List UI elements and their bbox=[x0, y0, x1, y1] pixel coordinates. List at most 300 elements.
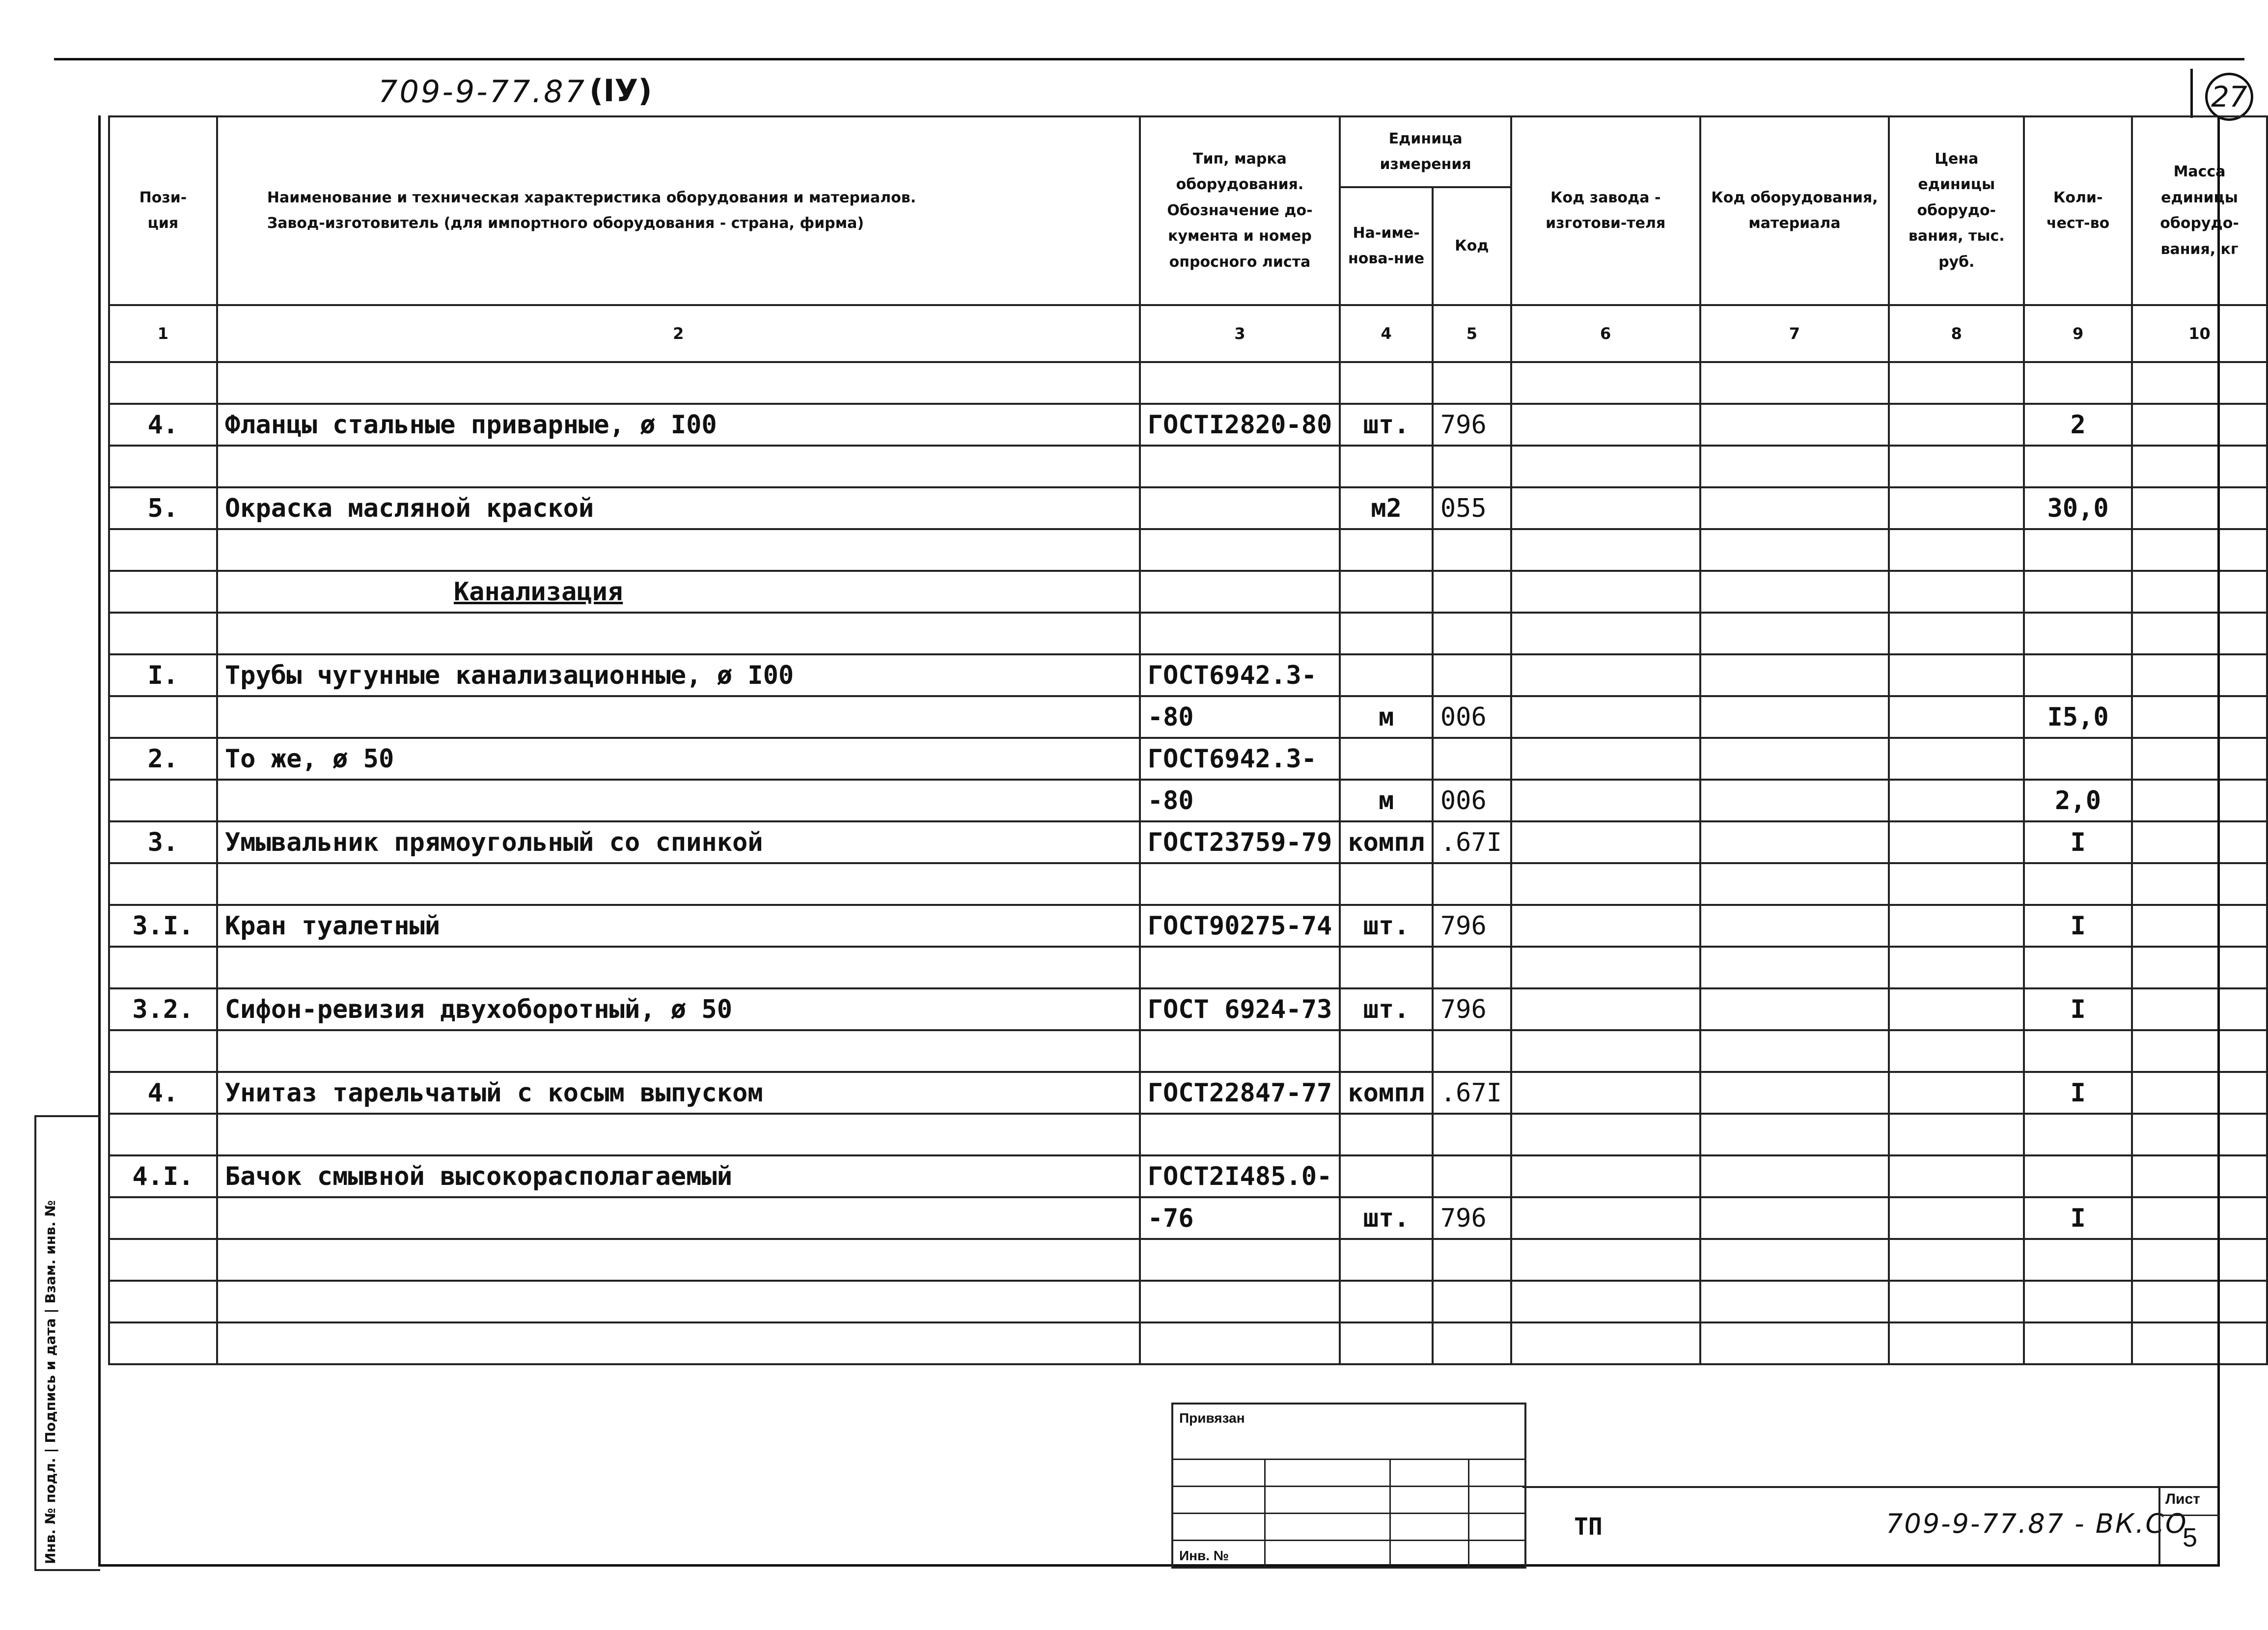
col-header-unit-code: Код bbox=[1433, 187, 1511, 305]
cell-price bbox=[1889, 1155, 2024, 1197]
cell-quantity: 2 bbox=[2024, 404, 2132, 446]
cell-unit-code: 796 bbox=[1433, 404, 1511, 446]
cell-name: Трубы чугунные канализационные, ø I00 bbox=[217, 654, 1140, 696]
table-row bbox=[109, 1114, 2267, 1155]
cell-price bbox=[1889, 696, 2024, 738]
cell-factory-code bbox=[1511, 738, 1700, 780]
album-roman-number: (IУ) bbox=[589, 73, 652, 109]
specification-table bbox=[108, 115, 2268, 1365]
cell-name bbox=[217, 1322, 1140, 1364]
cell-equipment-code bbox=[1700, 821, 1889, 863]
cell-mass bbox=[2132, 1281, 2267, 1322]
cell-name bbox=[217, 1197, 1140, 1239]
cell-price bbox=[1889, 1239, 2024, 1281]
cell-equipment-code bbox=[1700, 863, 1889, 905]
cell-position bbox=[109, 1197, 217, 1239]
cell-unit-code: 055 bbox=[1433, 487, 1511, 529]
cell-quantity: I bbox=[2024, 988, 2132, 1030]
cell-factory-code bbox=[1511, 863, 1700, 905]
column-numbers-row bbox=[109, 305, 2267, 362]
cell-document: ГОСТ 6924-73 bbox=[1140, 988, 1340, 1030]
cell-price bbox=[1889, 1072, 2024, 1114]
cell-document bbox=[1140, 863, 1340, 905]
cell-price bbox=[1889, 738, 2024, 780]
cell-document bbox=[1140, 1239, 1340, 1281]
side-stamp bbox=[34, 1115, 100, 1571]
cell-quantity bbox=[2024, 1030, 2132, 1072]
cell-mass bbox=[2132, 1322, 2267, 1364]
cell-factory-code bbox=[1511, 1155, 1700, 1197]
cell-unit-code bbox=[1433, 529, 1511, 571]
cell-price bbox=[1889, 1030, 2024, 1072]
cell-mass bbox=[2132, 1114, 2267, 1155]
cell-unit: шт. bbox=[1340, 905, 1433, 947]
cell-factory-code bbox=[1511, 1030, 1700, 1072]
cell-document bbox=[1140, 362, 1340, 404]
cell-mass bbox=[2132, 1239, 2267, 1281]
col-header-unit-name: На-име-нова-ние bbox=[1340, 187, 1433, 305]
title-block-code: 709-9-77.87 - ВК.СО bbox=[1886, 1508, 2188, 1539]
cell-price bbox=[1889, 362, 2024, 404]
cell-equipment-code bbox=[1700, 947, 1889, 988]
cell-price bbox=[1889, 947, 2024, 988]
cell-equipment-code bbox=[1700, 905, 1889, 947]
stamp-title: Привязан bbox=[1179, 1410, 1245, 1426]
cell-position bbox=[109, 1114, 217, 1155]
cell-factory-code bbox=[1511, 780, 1700, 821]
col-number: 4 bbox=[1340, 305, 1433, 362]
cell-quantity bbox=[2024, 863, 2132, 905]
col-header-factory-code: Код завода - изготови-теля bbox=[1511, 116, 1700, 305]
cell-factory-code bbox=[1511, 654, 1700, 696]
cell-unit-code bbox=[1433, 1155, 1511, 1197]
table-row bbox=[109, 613, 2267, 654]
cell-price bbox=[1889, 446, 2024, 487]
cell-unit bbox=[1340, 1114, 1433, 1155]
cell-equipment-code bbox=[1700, 1322, 1889, 1364]
cell-unit-code: 796 bbox=[1433, 988, 1511, 1030]
frame-bottom bbox=[98, 1564, 2220, 1567]
cell-name bbox=[217, 529, 1140, 571]
side-stamp-label: Инв. № подл. | Подпись и дата | Взам. инв. № bbox=[42, 1200, 58, 1564]
cell-document: ГОСТ2I485.0- bbox=[1140, 1155, 1340, 1197]
cell-mass bbox=[2132, 487, 2267, 529]
cell-unit-code: .67I bbox=[1433, 1072, 1511, 1114]
table-row bbox=[109, 529, 2267, 571]
stamp-rule bbox=[1173, 1459, 1524, 1460]
cell-factory-code bbox=[1511, 1239, 1700, 1281]
cell-document: ГОСТ23759-79 bbox=[1140, 821, 1340, 863]
cell-document bbox=[1140, 487, 1340, 529]
col-number: 2 bbox=[217, 305, 1140, 362]
cell-name bbox=[217, 696, 1140, 738]
table-row bbox=[109, 404, 2267, 446]
section-title: Канализация bbox=[217, 571, 1140, 613]
cell-price bbox=[1889, 1114, 2024, 1155]
cell-name: Умывальник прямоугольный со спинкой bbox=[217, 821, 1140, 863]
cell-position: 4.I. bbox=[109, 1155, 217, 1197]
cell-price bbox=[1889, 571, 2024, 613]
cell-document: ГОСТ22847-77 bbox=[1140, 1072, 1340, 1114]
cell-quantity bbox=[2024, 738, 2132, 780]
cell-position: 3.2. bbox=[109, 988, 217, 1030]
cell-position: I. bbox=[109, 654, 217, 696]
cell-equipment-code bbox=[1700, 1239, 1889, 1281]
cell-equipment-code bbox=[1700, 613, 1889, 654]
cell-unit bbox=[1340, 1281, 1433, 1322]
cell-unit bbox=[1340, 947, 1433, 988]
page-number-circle: 27 bbox=[2205, 73, 2253, 121]
table-row bbox=[109, 1030, 2267, 1072]
cell-unit-code: 006 bbox=[1433, 696, 1511, 738]
cell-price bbox=[1889, 404, 2024, 446]
table-row bbox=[109, 1155, 2267, 1197]
cell-mass bbox=[2132, 1072, 2267, 1114]
cell-price bbox=[1889, 1281, 2024, 1322]
cell-position bbox=[109, 446, 217, 487]
cell-unit: компл bbox=[1340, 821, 1433, 863]
cell-equipment-code bbox=[1700, 1155, 1889, 1197]
table-row bbox=[109, 1197, 2267, 1239]
col-header-unit: Единица измерения bbox=[1340, 116, 1511, 187]
col-number: 9 bbox=[2024, 305, 2132, 362]
cell-equipment-code bbox=[1700, 1197, 1889, 1239]
cell-equipment-code bbox=[1700, 446, 1889, 487]
col-number: 1 bbox=[109, 305, 217, 362]
cell-mass bbox=[2132, 863, 2267, 905]
col-header-position: Пози- ция bbox=[109, 116, 217, 305]
cell-unit-code: 796 bbox=[1433, 905, 1511, 947]
cell-equipment-code bbox=[1700, 404, 1889, 446]
cell-document: -76 bbox=[1140, 1197, 1340, 1239]
cell-position bbox=[109, 863, 217, 905]
col-number: 6 bbox=[1511, 305, 1700, 362]
cell-position: 2. bbox=[109, 738, 217, 780]
binding-stamp bbox=[1171, 1403, 1526, 1569]
cell-document: -80 bbox=[1140, 780, 1340, 821]
table-row bbox=[109, 947, 2267, 988]
cell-position: 3.I. bbox=[109, 905, 217, 947]
stamp-inventory-label: Инв. № bbox=[1179, 1548, 1229, 1563]
table-row bbox=[109, 487, 2267, 529]
cell-price bbox=[1889, 529, 2024, 571]
cell-factory-code bbox=[1511, 696, 1700, 738]
cell-quantity bbox=[2024, 1114, 2132, 1155]
cell-name bbox=[217, 446, 1140, 487]
cell-equipment-code bbox=[1700, 571, 1889, 613]
cell-mass bbox=[2132, 1155, 2267, 1197]
cell-price bbox=[1889, 780, 2024, 821]
cell-mass bbox=[2132, 947, 2267, 988]
cell-unit: шт. bbox=[1340, 404, 1433, 446]
cell-unit-code bbox=[1433, 1322, 1511, 1364]
stamp-divider bbox=[1389, 1459, 1391, 1567]
cell-unit-code bbox=[1433, 613, 1511, 654]
cell-unit bbox=[1340, 738, 1433, 780]
cell-unit-code bbox=[1433, 1114, 1511, 1155]
cell-quantity bbox=[2024, 1155, 2132, 1197]
cell-position bbox=[109, 1030, 217, 1072]
table-row bbox=[109, 696, 2267, 738]
table-row bbox=[109, 446, 2267, 487]
cell-equipment-code bbox=[1700, 487, 1889, 529]
cell-unit-code bbox=[1433, 654, 1511, 696]
cell-name bbox=[217, 1239, 1140, 1281]
cell-position bbox=[109, 696, 217, 738]
cell-unit: м2 bbox=[1340, 487, 1433, 529]
cell-unit bbox=[1340, 571, 1433, 613]
cell-unit: м bbox=[1340, 696, 1433, 738]
cell-mass bbox=[2132, 404, 2267, 446]
title-block-tp: ТП bbox=[1574, 1513, 1603, 1541]
col-header-quantity: Коли-чест-во bbox=[2024, 116, 2132, 305]
col-number: 8 bbox=[1889, 305, 2024, 362]
cell-factory-code bbox=[1511, 905, 1700, 947]
stamp-divider bbox=[1264, 1459, 1266, 1567]
cell-quantity: 30,0 bbox=[2024, 487, 2132, 529]
cell-unit: шт. bbox=[1340, 988, 1433, 1030]
cell-quantity: I bbox=[2024, 905, 2132, 947]
cell-factory-code bbox=[1511, 1322, 1700, 1364]
cell-equipment-code bbox=[1700, 1030, 1889, 1072]
cell-price bbox=[1889, 613, 2024, 654]
stamp-divider bbox=[1468, 1459, 1469, 1567]
cell-unit-code bbox=[1433, 1281, 1511, 1322]
cell-unit-code bbox=[1433, 446, 1511, 487]
cell-position: 4. bbox=[109, 1072, 217, 1114]
cell-unit-code bbox=[1433, 863, 1511, 905]
cell-name: Кран туалетный bbox=[217, 905, 1140, 947]
cell-document: ГОСТ6942.3- bbox=[1140, 738, 1340, 780]
cell-name: То же, ø 50 bbox=[217, 738, 1140, 780]
section-row bbox=[109, 571, 2267, 613]
sheet-number: 5 bbox=[2182, 1523, 2198, 1552]
cell-position bbox=[109, 1322, 217, 1364]
sheet-label: Лист bbox=[2165, 1491, 2200, 1507]
cell-position: 5. bbox=[109, 487, 217, 529]
col-header-name bbox=[217, 116, 1140, 305]
cell-mass bbox=[2132, 362, 2267, 404]
table-row bbox=[109, 905, 2267, 947]
title-block-rule bbox=[1522, 1486, 2217, 1488]
cell-mass bbox=[2132, 613, 2267, 654]
cell-equipment-code bbox=[1700, 529, 1889, 571]
cell-price bbox=[1889, 905, 2024, 947]
cell-quantity bbox=[2024, 446, 2132, 487]
cell-name: Сифон-ревизия двухоборотный, ø 50 bbox=[217, 988, 1140, 1030]
cell-name bbox=[217, 863, 1140, 905]
table-row bbox=[109, 1281, 2267, 1322]
cell-name: Окраска масляной краской bbox=[217, 487, 1140, 529]
cell-document: -80 bbox=[1140, 696, 1340, 738]
cell-position bbox=[109, 571, 217, 613]
cell-factory-code bbox=[1511, 821, 1700, 863]
cell-factory-code bbox=[1511, 571, 1700, 613]
cell-factory-code bbox=[1511, 947, 1700, 988]
cell-unit-code bbox=[1433, 1030, 1511, 1072]
col-header-type: Тип, марка оборудования. Обозначение до-кумента и номер опросного листа bbox=[1140, 116, 1340, 305]
cell-position bbox=[109, 947, 217, 988]
col-header-price: Цена единицы оборудо-вания, тыс. руб. bbox=[1889, 116, 2024, 305]
cell-equipment-code bbox=[1700, 780, 1889, 821]
cell-price bbox=[1889, 654, 2024, 696]
cell-mass bbox=[2132, 988, 2267, 1030]
cell-quantity bbox=[2024, 947, 2132, 988]
cell-quantity: I bbox=[2024, 1197, 2132, 1239]
cell-unit bbox=[1340, 654, 1433, 696]
cell-equipment-code bbox=[1700, 988, 1889, 1030]
table-row bbox=[109, 821, 2267, 863]
col-number: 10 bbox=[2132, 305, 2267, 362]
stamp-rule bbox=[1173, 1513, 1524, 1514]
table-row bbox=[109, 1239, 2267, 1281]
cell-unit bbox=[1340, 362, 1433, 404]
sheet-rule bbox=[2160, 1515, 2219, 1516]
cell-name bbox=[217, 1281, 1140, 1322]
cell-mass bbox=[2132, 696, 2267, 738]
cell-name bbox=[217, 947, 1140, 988]
cell-price bbox=[1889, 487, 2024, 529]
cell-equipment-code bbox=[1700, 696, 1889, 738]
cell-mass bbox=[2132, 1030, 2267, 1072]
cell-unit: компл bbox=[1340, 1072, 1433, 1114]
cell-mass bbox=[2132, 821, 2267, 863]
col-number: 3 bbox=[1140, 305, 1340, 362]
cell-position: 3. bbox=[109, 821, 217, 863]
cell-unit-code bbox=[1433, 738, 1511, 780]
cell-equipment-code bbox=[1700, 1281, 1889, 1322]
cell-position bbox=[109, 780, 217, 821]
cell-unit bbox=[1340, 1030, 1433, 1072]
cell-name bbox=[217, 1030, 1140, 1072]
cell-document: ГОСТ6942.3- bbox=[1140, 654, 1340, 696]
cell-equipment-code bbox=[1700, 1114, 1889, 1155]
cell-name bbox=[217, 613, 1140, 654]
cell-price bbox=[1889, 863, 2024, 905]
cell-unit-code: 006 bbox=[1433, 780, 1511, 821]
cell-name bbox=[217, 780, 1140, 821]
cell-mass bbox=[2132, 738, 2267, 780]
header-rule bbox=[54, 58, 2244, 60]
cell-quantity: I5,0 bbox=[2024, 696, 2132, 738]
cell-price bbox=[1889, 1197, 2024, 1239]
cell-document bbox=[1140, 947, 1340, 988]
cell-document bbox=[1140, 613, 1340, 654]
cell-unit bbox=[1340, 863, 1433, 905]
cell-mass bbox=[2132, 780, 2267, 821]
cell-document bbox=[1140, 1322, 1340, 1364]
cell-factory-code bbox=[1511, 613, 1700, 654]
cell-unit bbox=[1340, 446, 1433, 487]
cell-unit bbox=[1340, 1155, 1433, 1197]
cell-document: ГОСТ90275-74 bbox=[1140, 905, 1340, 947]
cell-document bbox=[1140, 1281, 1340, 1322]
cell-quantity: I bbox=[2024, 1072, 2132, 1114]
cell-document: ГОСТI2820-80 bbox=[1140, 404, 1340, 446]
cell-position bbox=[109, 529, 217, 571]
cell-unit-code: .67I bbox=[1433, 821, 1511, 863]
cell-name bbox=[217, 1114, 1140, 1155]
cell-document bbox=[1140, 446, 1340, 487]
cell-mass bbox=[2132, 571, 2267, 613]
cell-position bbox=[109, 1281, 217, 1322]
cell-equipment-code bbox=[1700, 362, 1889, 404]
cell-factory-code bbox=[1511, 529, 1700, 571]
cell-unit bbox=[1340, 613, 1433, 654]
cell-quantity bbox=[2024, 1281, 2132, 1322]
cell-factory-code bbox=[1511, 988, 1700, 1030]
cell-quantity bbox=[2024, 1239, 2132, 1281]
table-row bbox=[109, 654, 2267, 696]
cell-mass bbox=[2132, 654, 2267, 696]
col-number: 5 bbox=[1433, 305, 1511, 362]
col-header-name-line1: Наименование и техническая характеристика оборудования и материалов. bbox=[267, 189, 916, 206]
cell-price bbox=[1889, 821, 2024, 863]
cell-document bbox=[1140, 529, 1340, 571]
cell-factory-code bbox=[1511, 362, 1700, 404]
table-row bbox=[109, 863, 2267, 905]
cell-unit-code bbox=[1433, 362, 1511, 404]
cell-unit-code bbox=[1433, 571, 1511, 613]
cell-price bbox=[1889, 1322, 2024, 1364]
table-row bbox=[109, 988, 2267, 1030]
cell-factory-code bbox=[1511, 487, 1700, 529]
col-header-name-line2: Завод-изготовитель (для импортного оборудования - страна, фирма) bbox=[267, 215, 864, 232]
cell-name: Унитаз тарельчатый с косым выпуском bbox=[217, 1072, 1140, 1114]
stamp-rule bbox=[1173, 1540, 1524, 1541]
cell-mass bbox=[2132, 1197, 2267, 1239]
table-row bbox=[109, 1072, 2267, 1114]
cell-quantity bbox=[2024, 571, 2132, 613]
cell-quantity bbox=[2024, 654, 2132, 696]
cell-name bbox=[217, 362, 1140, 404]
header-row bbox=[109, 116, 2267, 187]
cell-factory-code bbox=[1511, 1114, 1700, 1155]
doc-code-top: 709-9-77.87 bbox=[378, 74, 587, 110]
cell-factory-code bbox=[1511, 1072, 1700, 1114]
cell-position bbox=[109, 613, 217, 654]
cell-quantity: 2,0 bbox=[2024, 780, 2132, 821]
cell-document bbox=[1140, 1030, 1340, 1072]
cell-position: 4. bbox=[109, 404, 217, 446]
cell-equipment-code bbox=[1700, 738, 1889, 780]
cell-unit bbox=[1340, 1322, 1433, 1364]
cell-mass bbox=[2132, 905, 2267, 947]
frame-tick bbox=[2190, 69, 2193, 118]
cell-unit: шт. bbox=[1340, 1197, 1433, 1239]
cell-factory-code bbox=[1511, 404, 1700, 446]
cell-unit-code bbox=[1433, 1239, 1511, 1281]
cell-unit bbox=[1340, 1239, 1433, 1281]
cell-mass bbox=[2132, 529, 2267, 571]
cell-name: Фланцы стальные приварные, ø I00 bbox=[217, 404, 1140, 446]
cell-equipment-code bbox=[1700, 654, 1889, 696]
cell-document bbox=[1140, 1114, 1340, 1155]
cell-factory-code bbox=[1511, 1281, 1700, 1322]
cell-quantity bbox=[2024, 613, 2132, 654]
cell-equipment-code bbox=[1700, 1072, 1889, 1114]
cell-mass bbox=[2132, 446, 2267, 487]
cell-position bbox=[109, 362, 217, 404]
cell-quantity: I bbox=[2024, 821, 2132, 863]
col-header-mass: Масса единицы оборудо-вания, кг bbox=[2132, 116, 2267, 305]
table-row bbox=[109, 738, 2267, 780]
cell-name: Бачок смывной высокорасполагаемый bbox=[217, 1155, 1140, 1197]
cell-quantity bbox=[2024, 529, 2132, 571]
table-row bbox=[109, 362, 2267, 404]
cell-unit: м bbox=[1340, 780, 1433, 821]
cell-factory-code bbox=[1511, 1197, 1700, 1239]
